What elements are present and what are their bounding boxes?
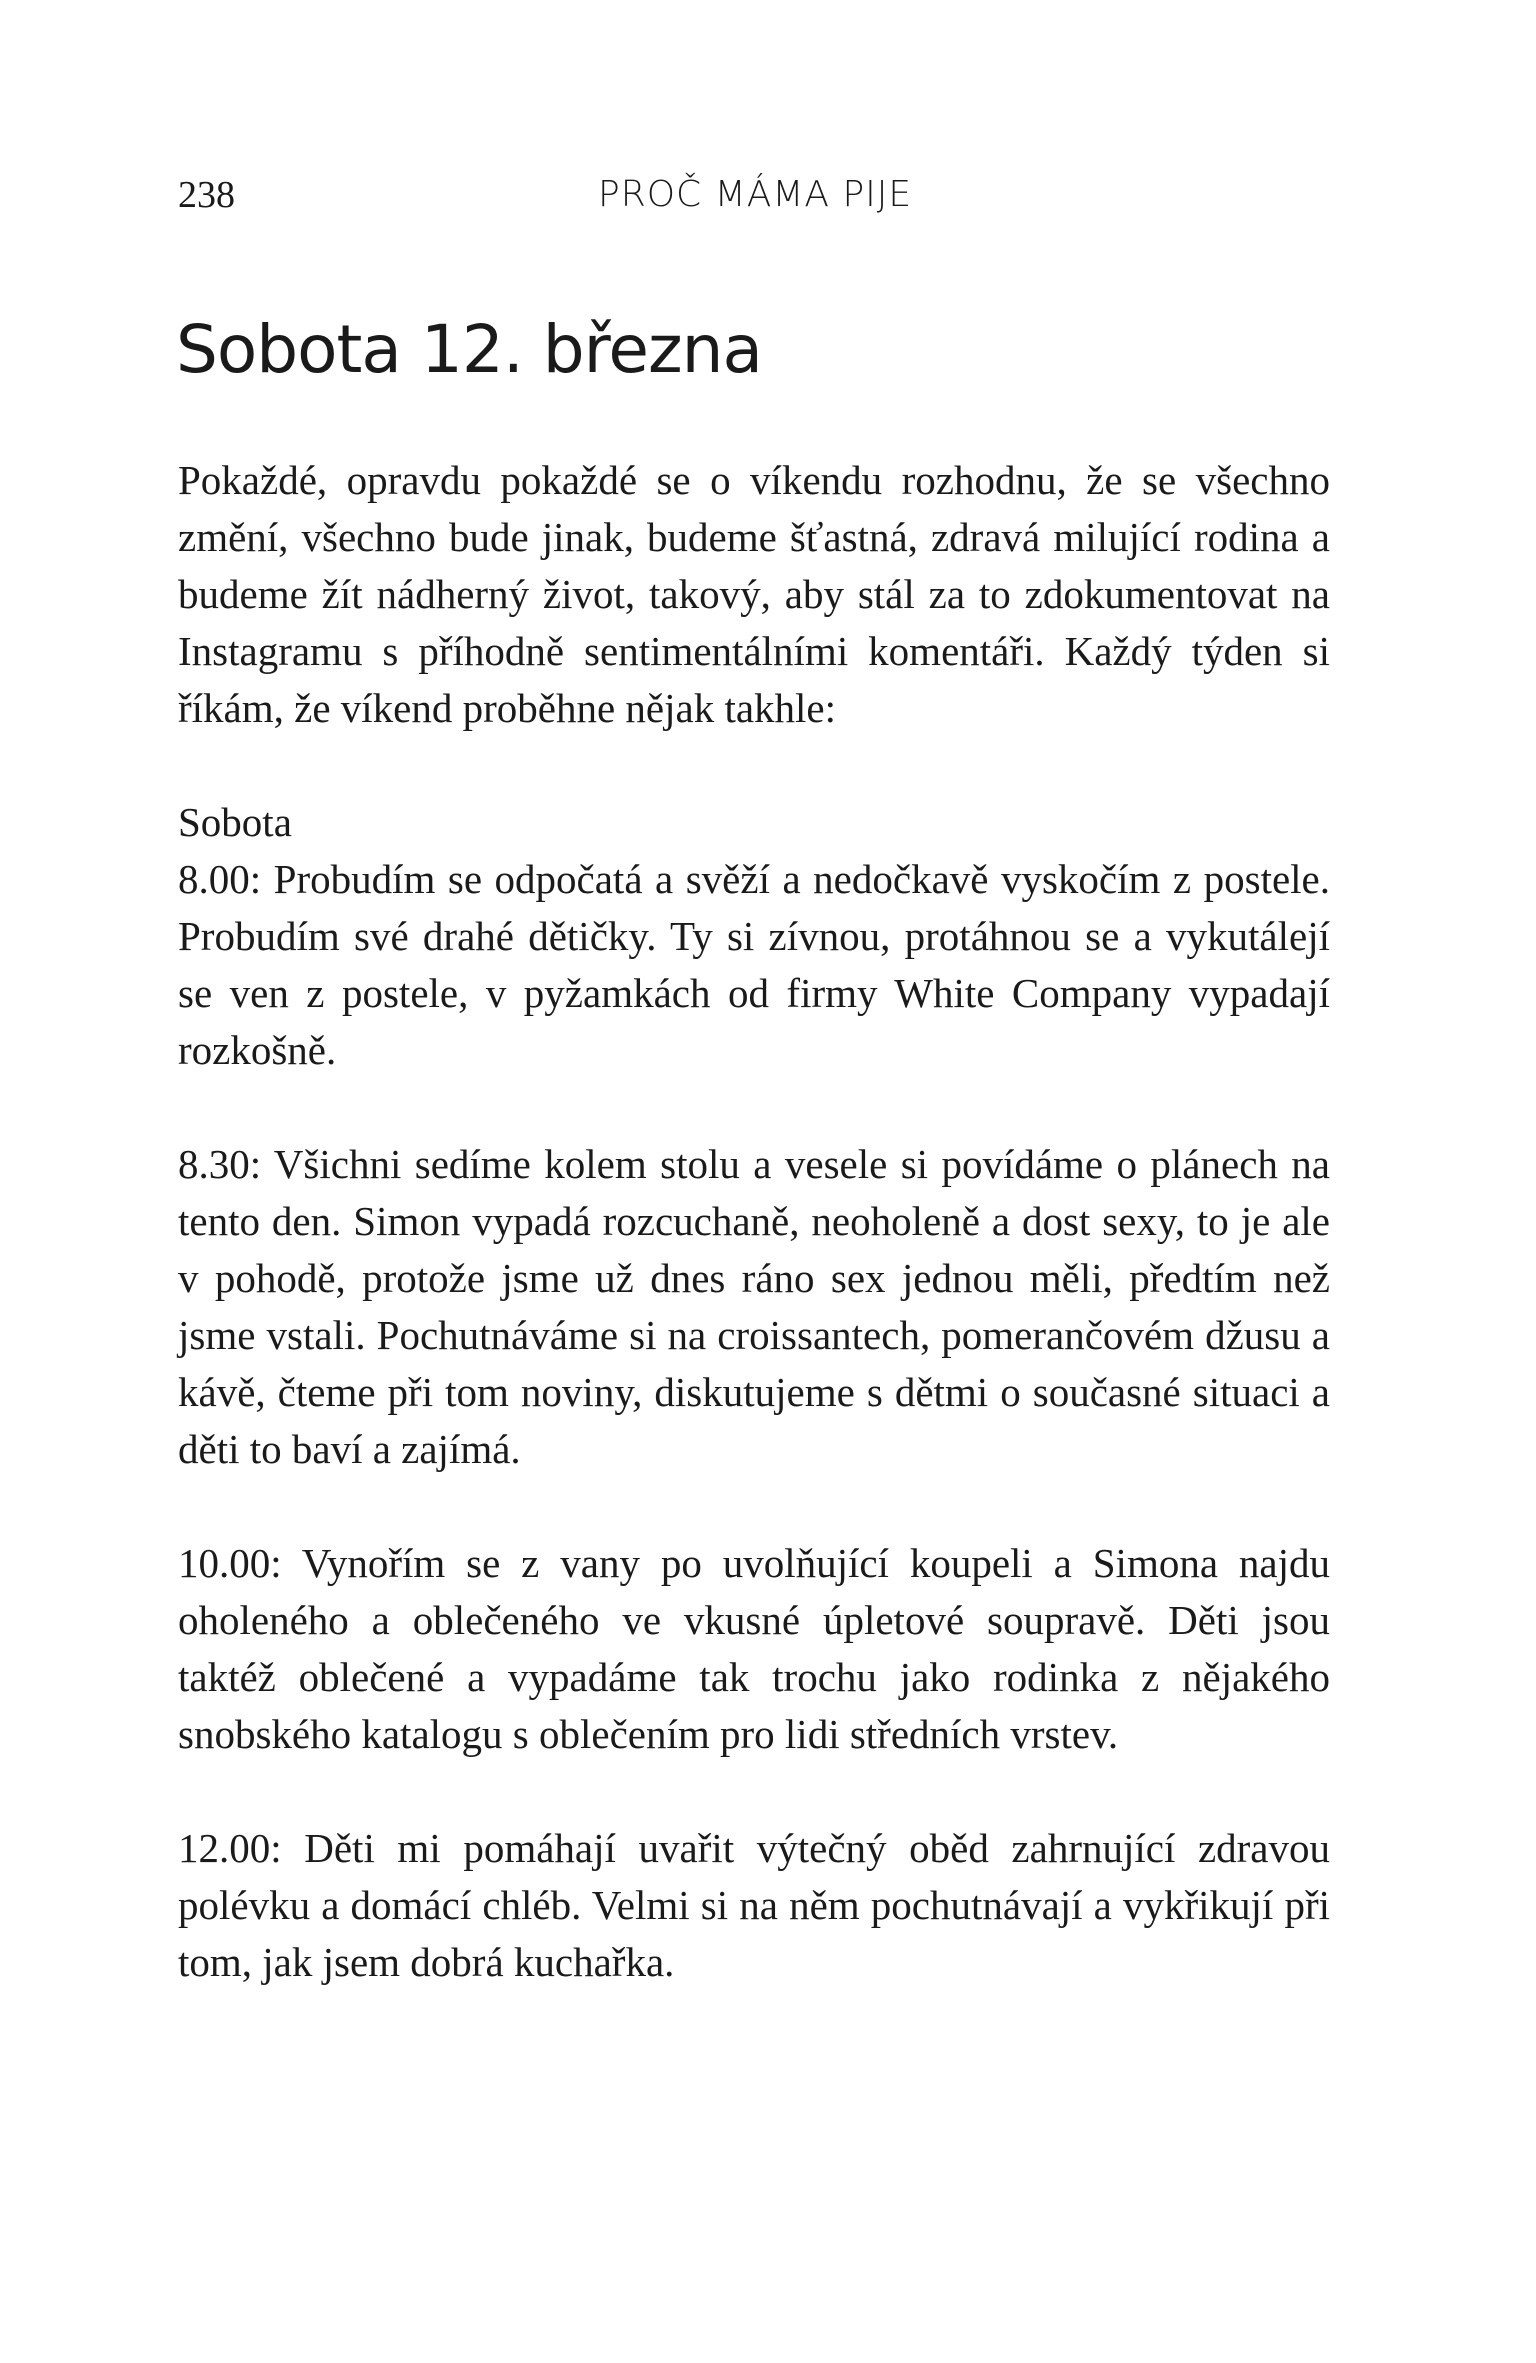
entry-paragraph: 8.00: Probudím se odpočatá a svěží a nedočkavě vyskočím z postele. Probudím své drahé dětičky. Ty si zívnou, protáhnou se a vykutálejí se ven z postele, v pyžamkách od firmy White Company vypadají rozkošně. <box>178 856 1330 1073</box>
paragraph-gap <box>178 1478 1330 1535</box>
entry-paragraph: 8.30: Všichni sedíme kolem stolu a vesele si povídáme o plánech na tento den. Simon vypadá rozcuchaně, neoholeně a dost sexy, to je ale v pohodě, protože jsme už dnes ráno sex jednou měli, předtím než jsme vstali. Pochutnáváme si na croissantech, pomerančovém džusu a kávě, čteme při tom noviny, diskutujeme s dětmi o současné situaci a děti to baví a zajímá. <box>178 1141 1330 1472</box>
page-number: 238 <box>178 174 235 216</box>
paragraph-gap <box>178 1763 1330 1820</box>
day-label: Sobota <box>178 799 292 845</box>
entry-paragraph: 12.00: Děti mi pomáhají uvařit výtečný oběd zahrnující zdravou polévku a domácí chléb. Velmi si na něm pochutnávají a vykřikují při tom, jak jsem dobrá kuchařka. <box>178 1825 1330 1985</box>
paragraph-gap <box>178 737 1330 794</box>
running-header <box>178 170 1328 220</box>
book-title: PROČ MÁMA PIJE <box>598 174 913 215</box>
intro-paragraph: Pokaždé, opravdu pokaždé se o víkendu rozhodnu, že se všechno změní, všechno bude jinak, budeme šťastná, zdravá milující rodina a budeme žít nádherný život, takový, aby stál za to zdokumentovat na Instagramu s příhodně sentimentálními komentáři. Každý týden si říkám, že víkend proběhne nějak takhle: <box>178 457 1330 731</box>
entry-paragraph: 10.00: Vynořím se z vany po uvolňující koupeli a Simona najdu oholeného a oblečeného ve vkusné úpletové soupravě. Děti jsou taktéž oblečené a vypadáme tak trochu jako rodinka z nějakého snobského katalogu s oblečením pro lidi středních vrstev. <box>178 1540 1330 1757</box>
body-text <box>178 452 1330 1991</box>
paragraph-gap <box>178 1079 1330 1136</box>
chapter-title: Sobota 12. března <box>176 311 762 388</box>
